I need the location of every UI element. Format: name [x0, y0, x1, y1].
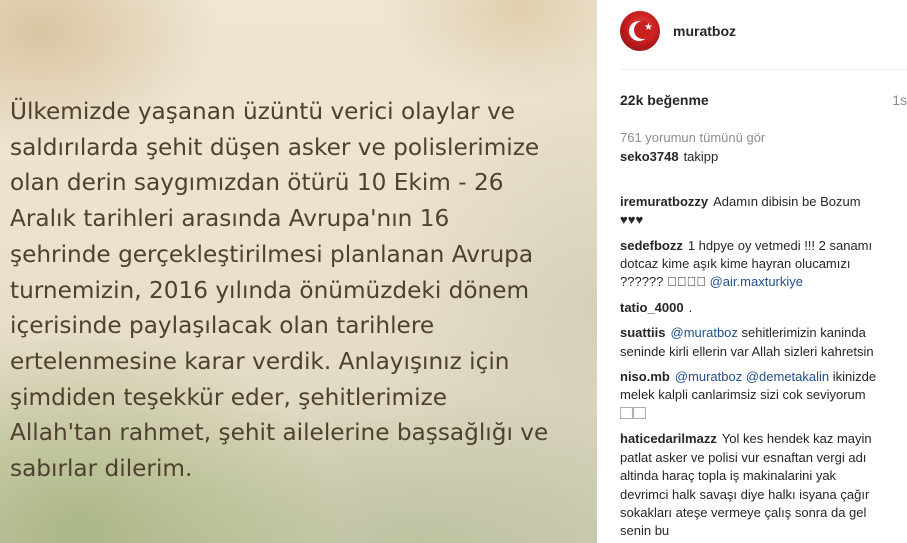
comment-text: 1 hdpye oy vetmedi !!! 2 sanamı dotcaz kime aşık kime hayran olucamızı ?????? ⃞⃞⃞⃞: [620, 237, 873, 290]
comment-username[interactable]: iremuratbozzy: [620, 193, 709, 209]
comment-text: takipp: [683, 149, 719, 164]
view-all-comments-link[interactable]: 761 yorumun tümünü gör: [620, 130, 766, 145]
comment: [620, 324, 882, 361]
comment-username[interactable]: niso.mb: [620, 369, 670, 385]
comment-text: Adamın dibisin be Bozum ♥♥♥: [620, 193, 861, 228]
comment-username[interactable]: sedefbozz: [620, 237, 683, 253]
comment-username[interactable]: suattiis: [620, 325, 666, 341]
comment: [620, 299, 882, 317]
comment: [620, 174, 882, 229]
post-time[interactable]: 1s: [892, 92, 907, 108]
comment-username[interactable]: seko3748: [620, 149, 679, 164]
comment-mention[interactable]: @muratboz @demetakalin: [674, 369, 830, 385]
comment-mention[interactable]: @muratboz: [670, 325, 738, 341]
avatar[interactable]: [620, 11, 660, 51]
comment-username[interactable]: haticedarilmazz: [620, 431, 717, 447]
comment: [620, 237, 882, 292]
comment: [620, 430, 882, 540]
comment-list: [620, 148, 882, 541]
comment-text: sehitlerimizin kaninda seninde kirli ellerin var Allah sizleri kahretsin: [620, 325, 874, 359]
comment: [620, 148, 882, 166]
comment-text: Yol kes hendek kaz mayin patlat asker ve polisi vur esnaftan vergi adı altinda haraç topla iş makinalarini yak devrimci halk savaşı diye halkı isyana çağır sokakları ateşe vermeye çalış sonra da gel senin bu: [620, 431, 872, 539]
divider: [620, 69, 907, 70]
comment-text: ikinizde melek kalpli canlarimsiz sizi cok seviyorum ⃞⃞: [620, 369, 877, 421]
comment-mention[interactable]: @air.maxturkiye: [709, 274, 803, 290]
post-header: [620, 10, 736, 52]
star-icon: ★: [644, 22, 653, 33]
comment-username[interactable]: tatio_4000: [620, 299, 684, 315]
username-link[interactable]: muratboz: [673, 23, 736, 39]
post-image-text: Ülkemizde yaşanan üzüntü verici olaylar ve saldırılarda şehit düşen asker ve polislerimize olan derin saygımızdan ötürü 10 Ekim - 26 Aralık tarihleri arasında Avrupa'nın 16 şehrinde gerçekleştirilmesi planlanan Avrupa turnemizin, 2016 yılında önümüzdeki dönem içerisinde paylaşılacak olan tarihlere ertelenmesine karar verdik. Anlayışınız için şimdiden teşekkür eder, şehitlerimize Allah'tan rahmet, şehit ailelerine başsağlığı ve sabırlar dilerim.: [10, 98, 549, 483]
like-count[interactable]: 22k beğenme: [620, 92, 709, 108]
post-side-panel: [597, 0, 907, 543]
comment: [620, 368, 882, 423]
comment-text: .: [688, 299, 693, 315]
